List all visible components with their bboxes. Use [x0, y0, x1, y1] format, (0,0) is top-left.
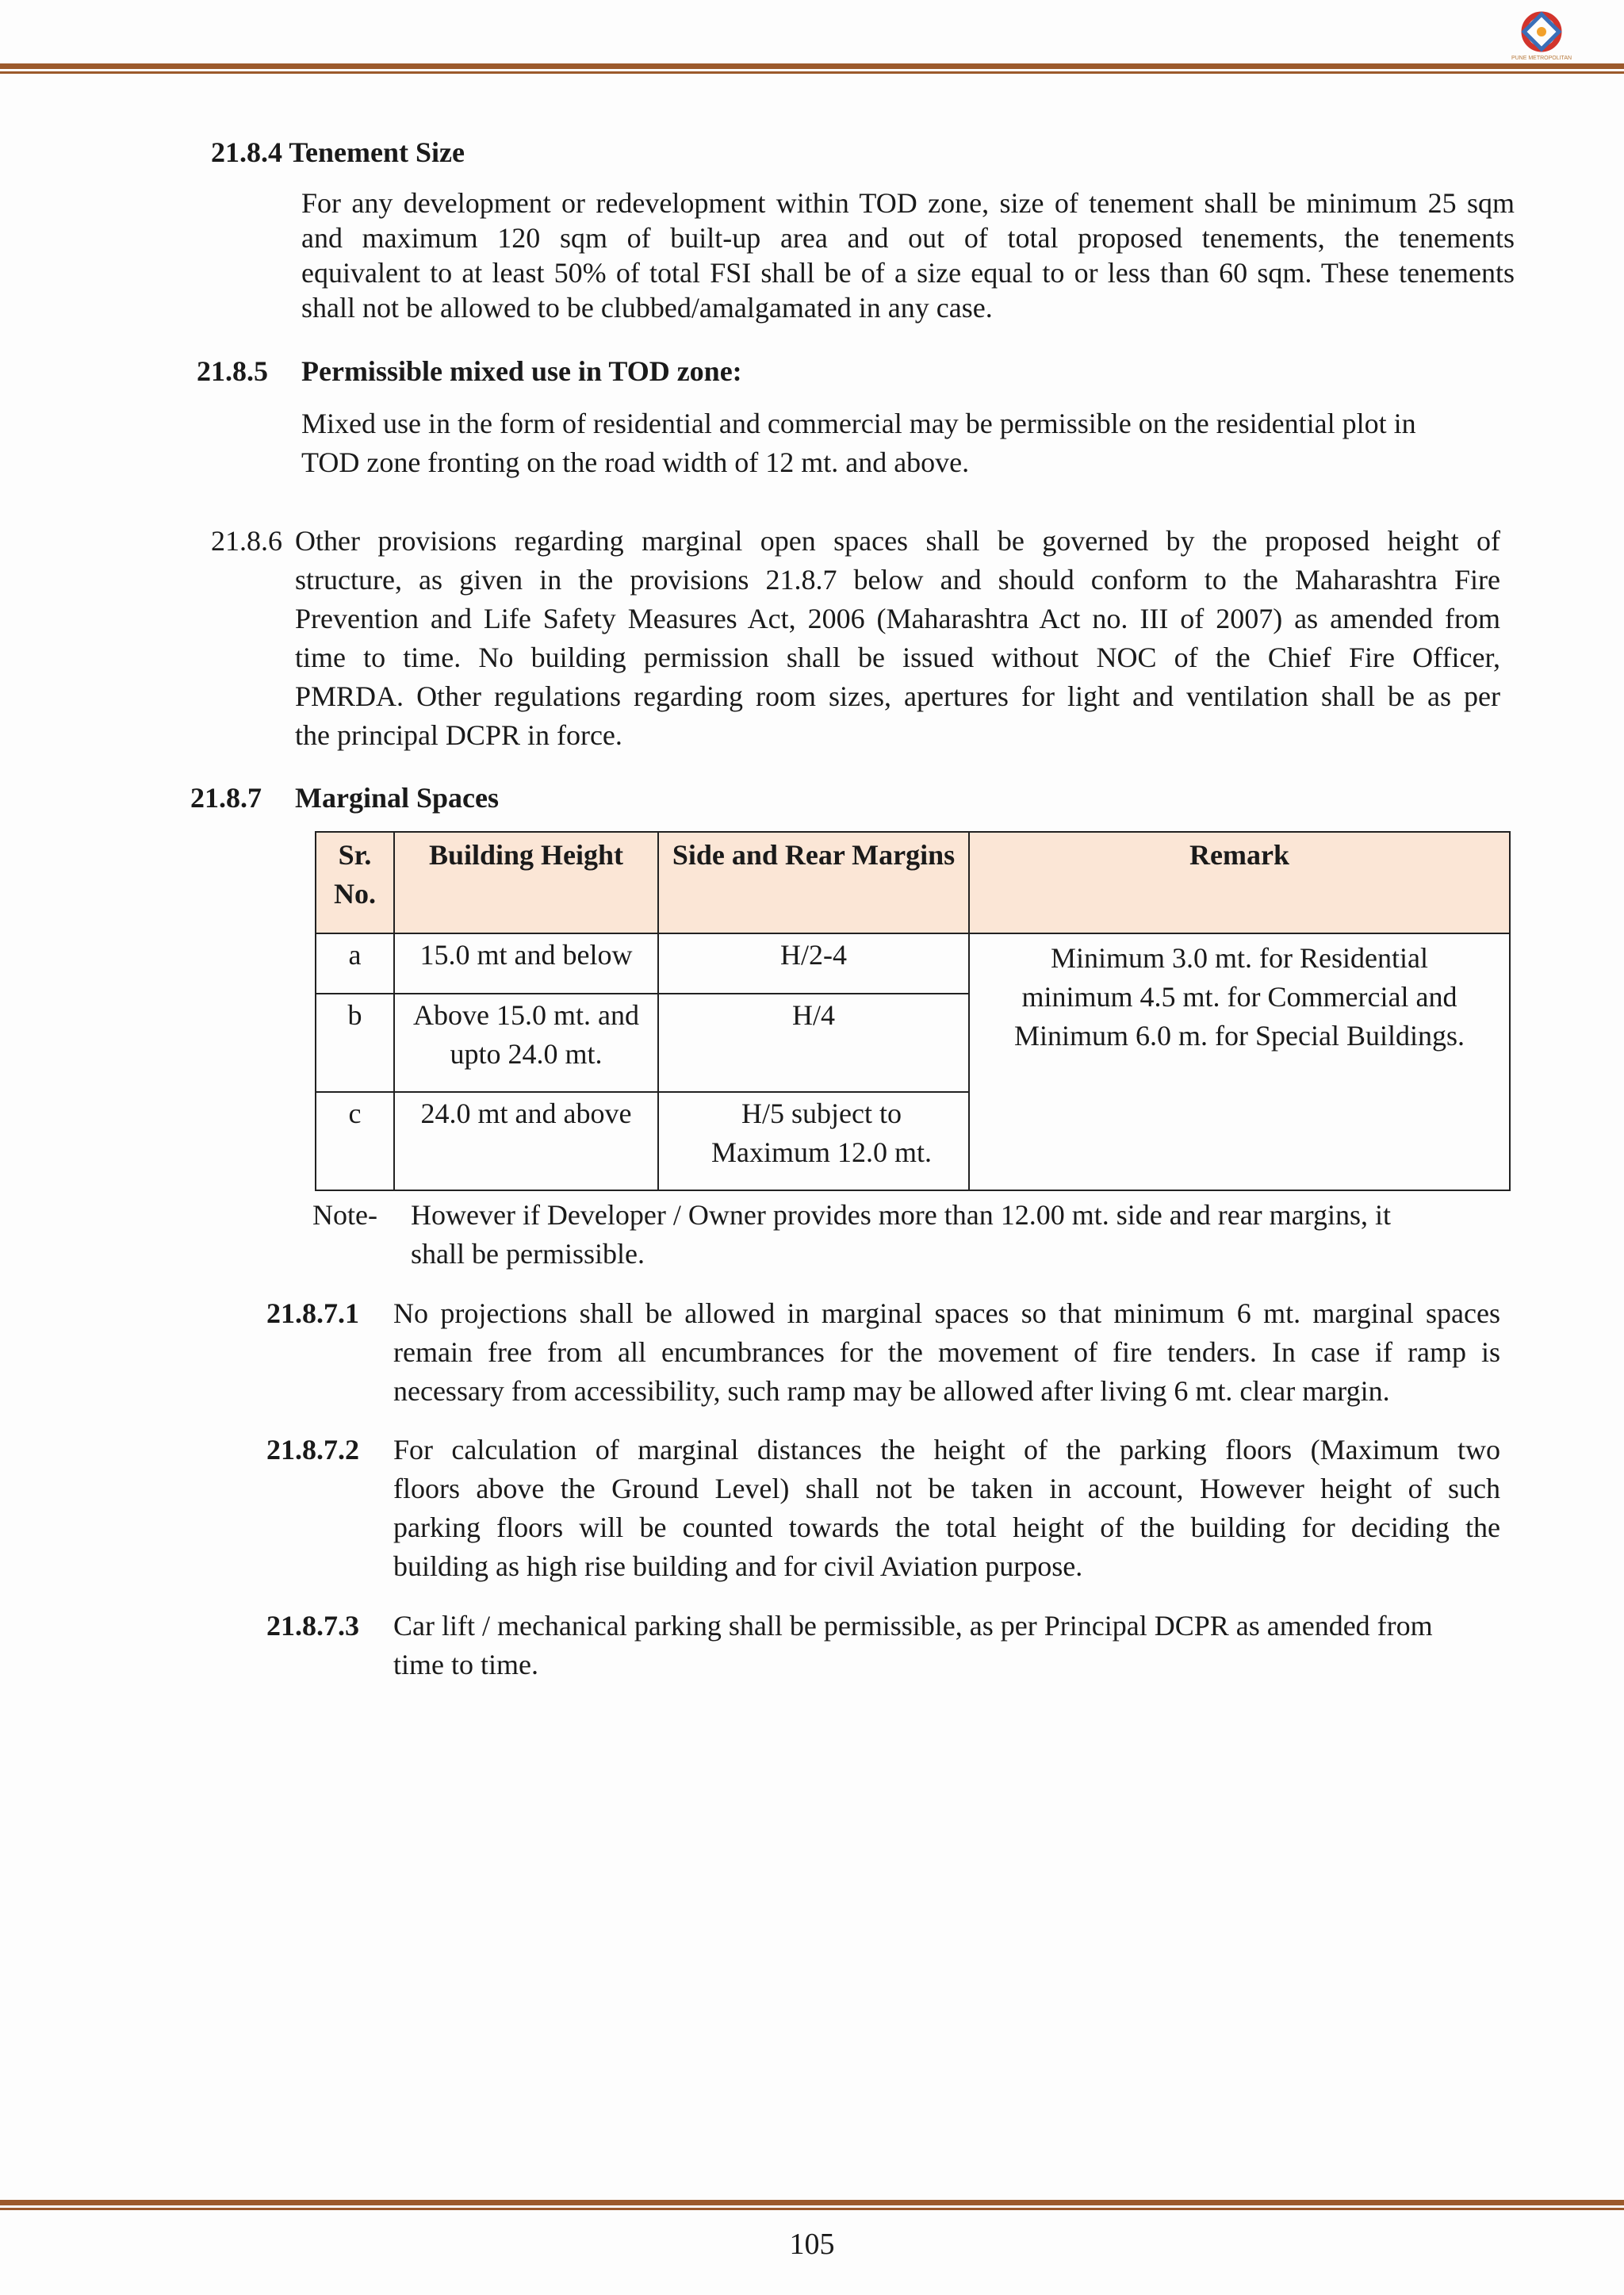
note-label: Note- [312, 1199, 377, 1231]
subsection-number: 21.8.7.2 [266, 1434, 359, 1466]
header-building-height: Building Height [394, 832, 658, 933]
header-sr-no: Sr. No. [316, 832, 394, 933]
cell-height: 24.0 mt and above [394, 1092, 658, 1190]
footer-rule-thin [0, 2208, 1624, 2210]
subsection-number: 21.8.7.3 [266, 1610, 359, 1642]
mixed-use-paragraph: Mixed use in the form of residential and commercial may be permissible on the residential plot in TOD zone fronting on the road width of 12 mt. and above. [301, 408, 1416, 478]
header-rule [0, 63, 1624, 69]
footer-rule [0, 2200, 1624, 2205]
cell-sr: c [316, 1092, 394, 1190]
logo-caption: PUNE METROPOLITAN [1511, 56, 1572, 61]
section-number-21-8-5: 21.8.5 [197, 355, 268, 387]
cell-remark: Minimum 3.0 mt. for Residential minimum 4.5 mt. for Commercial and Minimum 6.0 m. for Special Buildings. [969, 933, 1510, 1190]
tenement-size-paragraph: For any development or redevelopment within TOD zone, size of tenement shall be minimum 25 sqm and maximum 120 sqm of built-up area and out of total proposed tenements, the tenements equivalent to at least 50% of total FSI shall be of a size equal to or less than 60 sqm. These tenements shall not be allowed to be clubbed/amalgamated in any case. [301, 187, 1515, 324]
subsection-paragraph: No projections shall be allowed in marginal spaces so that minimum 6 mt. marginal spaces remain free from all encumbrances for the movement of fire tenders. In case if ramp is necessary from accessibility, such ramp may be allowed after living 6 mt. clear margin. [393, 1297, 1500, 1407]
header-side-rear-margins: Side and Rear Margins [658, 832, 969, 933]
cell-sr: b [316, 994, 394, 1092]
cell-margin: H/5 subject to Maximum 12.0 mt. [658, 1092, 969, 1190]
header-remark: Remark [969, 832, 1510, 933]
table-row [316, 933, 1510, 994]
cell-margin: H/2-4 [658, 933, 969, 994]
section-heading-marginal-spaces: Marginal Spaces [295, 782, 499, 814]
subsection-paragraph: Car lift / mechanical parking shall be permissible, as per Principal DCPR as amended from time to time. [393, 1610, 1433, 1680]
note-text: However if Developer / Owner provides more than 12.00 mt. side and rear margins, it shall be permissible. [411, 1199, 1391, 1270]
cell-height: 15.0 mt and below [394, 933, 658, 994]
marginal-provisions-paragraph: Other provisions regarding marginal open spaces shall be governed by the proposed height of structure, as given in the provisions 21.8.7 below and should conform to the Maharashtra Fire Prevention and Life Safety Measures Act, 2006 (Maharashtra Act no. III of 2007) as amended from time to time. No building permission shall be issued without NOC of the Chief Fire Officer, PMRDA. Other regulations regarding room sizes, apertures for light and ventilation shall be as per the principal DCPR in force. [295, 525, 1500, 751]
subsection-paragraph: For calculation of marginal distances the height of the parking floors (Maximum two floors above the Ground Level) shall not be taken in account, However height of such parking floors will be counted towards the total height of the building for deciding the building as high rise building and for civil Aviation purpose. [393, 1434, 1500, 1582]
page-number: 105 [789, 2228, 835, 2261]
marginal-spaces-table [315, 831, 1511, 1191]
pmrda-logo-icon [1516, 8, 1567, 60]
table-header-row [316, 832, 1510, 933]
section-heading-mixed-use: Permissible mixed use in TOD zone: [301, 355, 742, 387]
subsection-number: 21.8.7.1 [266, 1297, 359, 1329]
cell-sr: a [316, 933, 394, 994]
section-heading-tenement-size: 21.8.4 Tenement Size [211, 136, 465, 168]
header-rule-thin [0, 71, 1624, 74]
section-number-21-8-7: 21.8.7 [190, 782, 262, 814]
section-number-21-8-6: 21.8.6 [211, 525, 282, 557]
cell-height: Above 15.0 mt. and upto 24.0 mt. [394, 994, 658, 1092]
cell-margin: H/4 [658, 994, 969, 1092]
